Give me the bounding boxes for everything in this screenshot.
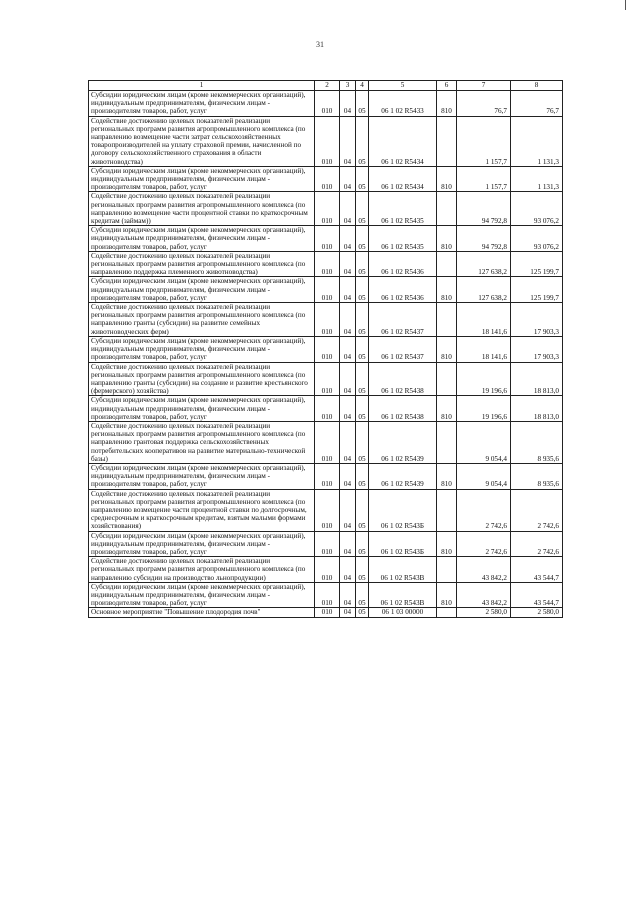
section-code: 04 xyxy=(340,336,356,362)
amount-executed: 2 742,6 xyxy=(511,489,563,531)
subsection-code: 05 xyxy=(356,226,369,252)
target-article-code: 06 1 02 R543В xyxy=(369,582,437,608)
ministry-code: 010 xyxy=(315,251,340,277)
row-description: Субсидии юридическим лицам (кроме некоммерческих организаций), индивидуальным предпринимателям, физическим лицам - производителям товаров, работ, услуг xyxy=(89,166,315,192)
ministry-code: 010 xyxy=(315,557,340,583)
expense-type-code xyxy=(437,608,457,617)
amount-executed: 125 199,7 xyxy=(511,277,563,303)
amount-planned: 43 842,2 xyxy=(457,582,511,608)
section-code: 04 xyxy=(340,463,356,489)
target-article-code: 06 1 02 R5435 xyxy=(369,192,437,226)
target-article-code: 06 1 02 R5435 xyxy=(369,226,437,252)
amount-planned: 19 196,6 xyxy=(457,362,511,396)
amount-executed: 2 742,6 xyxy=(511,531,563,557)
target-article-code: 06 1 02 R5436 xyxy=(369,277,437,303)
section-code: 04 xyxy=(340,396,356,422)
section-code: 04 xyxy=(340,251,356,277)
section-code: 04 xyxy=(340,303,356,337)
section-code: 04 xyxy=(340,421,356,463)
amount-executed: 8 935,6 xyxy=(511,421,563,463)
ministry-code: 010 xyxy=(315,226,340,252)
target-article-code: 06 1 02 R5437 xyxy=(369,303,437,337)
amount-executed: 93 076,2 xyxy=(511,192,563,226)
column-header: 5 xyxy=(369,81,437,91)
ministry-code: 010 xyxy=(315,336,340,362)
row-description: Субсидии юридическим лицам (кроме некоммерческих организаций), индивидуальным предпринимателям, физическим лицам - производителям товаров, работ, услуг xyxy=(89,336,315,362)
expense-type-code: 810 xyxy=(437,226,457,252)
amount-executed: 1 131,3 xyxy=(511,116,563,166)
section-code: 04 xyxy=(340,192,356,226)
amount-executed: 76,7 xyxy=(511,91,563,117)
ministry-code: 010 xyxy=(315,303,340,337)
row-description: Содействие достижению целевых показателей реализации региональных программ развития агропромышленного комплекса (по направлению поддержка племенного животноводства) xyxy=(89,251,315,277)
section-code: 04 xyxy=(340,362,356,396)
amount-planned: 18 141,6 xyxy=(457,303,511,337)
column-header: 2 xyxy=(315,81,340,91)
ministry-code: 010 xyxy=(315,463,340,489)
table-row xyxy=(89,608,563,617)
amount-planned: 9 054,4 xyxy=(457,421,511,463)
target-article-code: 06 1 02 R543Б xyxy=(369,531,437,557)
amount-executed: 17 903,3 xyxy=(511,336,563,362)
target-article-code: 06 1 02 R543Б xyxy=(369,489,437,531)
target-article-code: 06 1 02 R5438 xyxy=(369,362,437,396)
amount-executed: 2 580,0 xyxy=(511,608,563,617)
amount-planned: 76,7 xyxy=(457,91,511,117)
row-description: Содействие достижению целевых показателей реализации региональных программ развития агропромышленного комплекса (по направлению возмещение части затрат сельскохозяйственных товаропроизводителей на уплату страховой премии, начисленной по договору сельскохозяйственного страхования в области животноводства) xyxy=(89,116,315,166)
amount-executed: 17 903,3 xyxy=(511,303,563,337)
target-article-code: 06 1 02 R5433 xyxy=(369,91,437,117)
expense-type-code xyxy=(437,421,457,463)
ministry-code: 010 xyxy=(315,192,340,226)
expense-type-code xyxy=(437,362,457,396)
amount-planned: 94 792,8 xyxy=(457,226,511,252)
target-article-code: 06 1 03 00000 xyxy=(369,608,437,617)
amount-planned: 2 742,6 xyxy=(457,531,511,557)
expense-type-code xyxy=(437,116,457,166)
expense-type-code: 810 xyxy=(437,91,457,117)
table-row xyxy=(89,463,563,489)
subsection-code: 05 xyxy=(356,557,369,583)
expense-type-code xyxy=(437,303,457,337)
amount-planned: 127 638,2 xyxy=(457,277,511,303)
column-header: 8 xyxy=(511,81,563,91)
ministry-code: 010 xyxy=(315,277,340,303)
target-article-code: 06 1 02 R5437 xyxy=(369,336,437,362)
subsection-code: 05 xyxy=(356,531,369,557)
section-code: 04 xyxy=(340,116,356,166)
amount-planned: 19 196,6 xyxy=(457,396,511,422)
table-row xyxy=(89,303,563,337)
table-row xyxy=(89,362,563,396)
amount-planned: 9 054,4 xyxy=(457,463,511,489)
column-header: 7 xyxy=(457,81,511,91)
subsection-code: 05 xyxy=(356,463,369,489)
subsection-code: 05 xyxy=(356,489,369,531)
subsection-code: 05 xyxy=(356,116,369,166)
subsection-code: 05 xyxy=(356,396,369,422)
expense-type-code: 810 xyxy=(437,463,457,489)
budget-table xyxy=(88,80,563,618)
target-article-code: 06 1 02 R543В xyxy=(369,557,437,583)
column-header: 3 xyxy=(340,81,356,91)
target-article-code: 06 1 02 R5436 xyxy=(369,251,437,277)
amount-planned: 2 580,0 xyxy=(457,608,511,617)
subsection-code: 05 xyxy=(356,362,369,396)
table-row xyxy=(89,421,563,463)
table-row xyxy=(89,226,563,252)
amount-executed: 93 076,2 xyxy=(511,226,563,252)
column-header: 1 xyxy=(89,81,315,91)
ministry-code: 010 xyxy=(315,116,340,166)
row-description: Содействие достижению целевых показателей реализации региональных программ развития агропромышленного комплекса (по направлению возмещение части процентной ставки по краткосрочным кредитам (займам)) xyxy=(89,192,315,226)
amount-planned: 1 157,7 xyxy=(457,166,511,192)
ministry-code: 010 xyxy=(315,166,340,192)
subsection-code: 05 xyxy=(356,608,369,617)
row-description: Субсидии юридическим лицам (кроме некоммерческих организаций), индивидуальным предпринимателям, физическим лицам - производителям товаров, работ, услуг xyxy=(89,91,315,117)
amount-executed: 43 544,7 xyxy=(511,582,563,608)
table-row xyxy=(89,336,563,362)
expense-type-code: 810 xyxy=(437,396,457,422)
section-code: 04 xyxy=(340,91,356,117)
page-number: 31 xyxy=(316,40,324,49)
table-row xyxy=(89,116,563,166)
amount-executed: 18 813,0 xyxy=(511,396,563,422)
subsection-code: 05 xyxy=(356,421,369,463)
section-code: 04 xyxy=(340,531,356,557)
amount-executed: 125 199,7 xyxy=(511,251,563,277)
amount-executed: 8 935,6 xyxy=(511,463,563,489)
amount-planned: 18 141,6 xyxy=(457,336,511,362)
subsection-code: 05 xyxy=(356,277,369,303)
row-description: Содействие достижению целевых показателей реализации региональных программ развития агропромышленного комплекса (по направлению субсидии на производство льнопродукции) xyxy=(89,557,315,583)
subsection-code: 05 xyxy=(356,251,369,277)
ministry-code: 010 xyxy=(315,531,340,557)
target-article-code: 06 1 02 R5434 xyxy=(369,116,437,166)
row-description: Субсидии юридическим лицам (кроме некоммерческих организаций), индивидуальным предпринимателям, физическим лицам - производителям товаров, работ, услуг xyxy=(89,226,315,252)
subsection-code: 05 xyxy=(356,91,369,117)
section-code: 04 xyxy=(340,557,356,583)
table-row xyxy=(89,489,563,531)
row-description: Содействие достижению целевых показателей реализации региональных программ развития агропромышленного комплекса (по направлению возмещение части процентной ставки по долгосрочным, среднесрочным и краткосрочным кредитам, взятым малыми формами хозяйствования) xyxy=(89,489,315,531)
table-row xyxy=(89,91,563,117)
expense-type-code xyxy=(437,557,457,583)
table-row xyxy=(89,277,563,303)
ministry-code: 010 xyxy=(315,362,340,396)
expense-type-code: 810 xyxy=(437,277,457,303)
target-article-code: 06 1 02 R5438 xyxy=(369,396,437,422)
expense-type-code xyxy=(437,251,457,277)
amount-planned: 94 792,8 xyxy=(457,192,511,226)
section-code: 04 xyxy=(340,277,356,303)
expense-type-code: 810 xyxy=(437,531,457,557)
row-description: Субсидии юридическим лицам (кроме некоммерческих организаций), индивидуальным предпринимателям, физическим лицам - производителям товаров, работ, услуг xyxy=(89,396,315,422)
ministry-code: 010 xyxy=(315,421,340,463)
subsection-code: 05 xyxy=(356,336,369,362)
subsection-code: 05 xyxy=(356,166,369,192)
amount-planned: 43 842,2 xyxy=(457,557,511,583)
table-row xyxy=(89,192,563,226)
table-row xyxy=(89,166,563,192)
expense-type-code: 810 xyxy=(437,166,457,192)
subsection-code: 05 xyxy=(356,303,369,337)
table-row xyxy=(89,582,563,608)
row-description: Содействие достижению целевых показателей реализации региональных программ развития агропромышленного комплекса (по направлению гранты (субсидии) на создание и развитие крестьянского (фермерского) хозяйства) xyxy=(89,362,315,396)
ministry-code: 010 xyxy=(315,608,340,617)
row-description: Содействие достижению целевых показателей реализации региональных программ развития агропромышленного комплекса (по направлению грантовая поддержка сельскохозяйственных потребительских кооперативов на развитие материально-технической базы) xyxy=(89,421,315,463)
page-edge-mark xyxy=(625,0,626,10)
row-description: Основное мероприятие "Повышение плодородия почв" xyxy=(89,608,315,617)
expense-type-code: 810 xyxy=(437,336,457,362)
expense-type-code xyxy=(437,489,457,531)
section-code: 04 xyxy=(340,582,356,608)
row-description: Субсидии юридическим лицам (кроме некоммерческих организаций), индивидуальным предпринимателям, физическим лицам - производителям товаров, работ, услуг xyxy=(89,582,315,608)
amount-executed: 18 813,0 xyxy=(511,362,563,396)
table-row xyxy=(89,557,563,583)
section-code: 04 xyxy=(340,166,356,192)
row-description: Субсидии юридическим лицам (кроме некоммерческих организаций), индивидуальным предпринимателям, физическим лицам - производителям товаров, работ, услуг xyxy=(89,531,315,557)
column-number-row xyxy=(89,81,563,91)
amount-planned: 2 742,6 xyxy=(457,489,511,531)
target-article-code: 06 1 02 R5439 xyxy=(369,421,437,463)
ministry-code: 010 xyxy=(315,396,340,422)
subsection-code: 05 xyxy=(356,192,369,226)
expense-type-code xyxy=(437,192,457,226)
amount-planned: 1 157,7 xyxy=(457,116,511,166)
amount-executed: 43 544,7 xyxy=(511,557,563,583)
ministry-code: 010 xyxy=(315,582,340,608)
amount-planned: 127 638,2 xyxy=(457,251,511,277)
column-header: 6 xyxy=(437,81,457,91)
section-code: 04 xyxy=(340,608,356,617)
section-code: 04 xyxy=(340,226,356,252)
ministry-code: 010 xyxy=(315,489,340,531)
row-description: Субсидии юридическим лицам (кроме некоммерческих организаций), индивидуальным предпринимателям, физическим лицам - производителям товаров, работ, услуг xyxy=(89,277,315,303)
target-article-code: 06 1 02 R5439 xyxy=(369,463,437,489)
amount-executed: 1 131,3 xyxy=(511,166,563,192)
column-header: 4 xyxy=(356,81,369,91)
section-code: 04 xyxy=(340,489,356,531)
target-article-code: 06 1 02 R5434 xyxy=(369,166,437,192)
table-row xyxy=(89,251,563,277)
subsection-code: 05 xyxy=(356,582,369,608)
ministry-code: 010 xyxy=(315,91,340,117)
row-description: Субсидии юридическим лицам (кроме некоммерческих организаций), индивидуальным предпринимателям, физическим лицам - производителям товаров, работ, услуг xyxy=(89,463,315,489)
expense-type-code: 810 xyxy=(437,582,457,608)
table-row xyxy=(89,396,563,422)
row-description: Содействие достижению целевых показателей реализации региональных программ развития агропромышленного комплекса (по направлению гранты (субсидии) на развитие семейных животноводческих ферм) xyxy=(89,303,315,337)
table-row xyxy=(89,531,563,557)
